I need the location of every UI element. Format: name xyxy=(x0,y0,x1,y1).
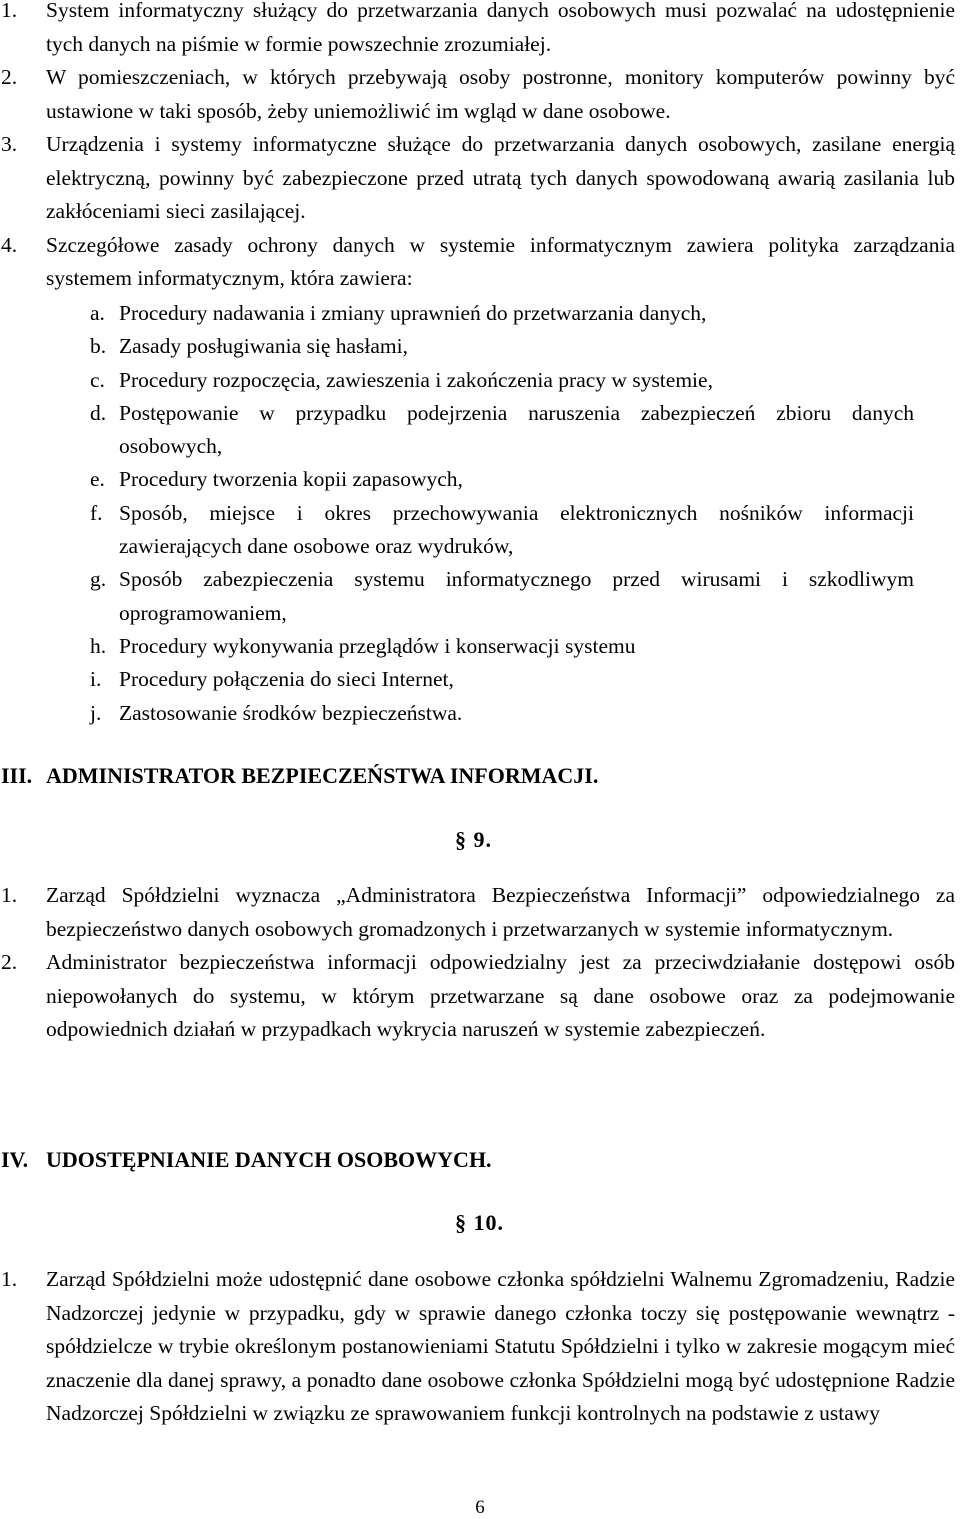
numbered-list-1 xyxy=(0,0,960,296)
section-heading-iii xyxy=(1,761,598,791)
section-heading-iv xyxy=(1,1145,492,1175)
item-text: System informatyczny służący do przetwarzania danych osobowych musi pozwalać na udostępnienie tych danych na piśmie w formie powszechnie zrozumiałej. xyxy=(46,0,955,56)
paragraph-marker-9: § 9. xyxy=(455,827,492,852)
sublist-letter: c. xyxy=(90,367,105,392)
sublist-letter: h. xyxy=(90,633,107,658)
item-number: 1. xyxy=(1,1267,18,1291)
sublist-letter: j. xyxy=(90,700,102,725)
section-title: ADMINISTRATOR BEZPIECZEŃSTWA INFORMACJI. xyxy=(46,763,599,788)
sublist-letter: d. xyxy=(90,400,107,425)
sublist-text: Procedury wykonywania przeglądów i konserwacji systemu xyxy=(119,633,636,658)
section-numeral: III. xyxy=(1,763,33,788)
item-number: 2. xyxy=(1,950,18,974)
sublist-letter: f. xyxy=(90,500,103,525)
item-text: Urządzenia i systemy informatyczne służące do przetwarzania danych osobowych, zasilane energią elektryczną, powinny być zabezpieczone przed utratą tych danych spowodowaną awarią zasilania lub zakłóceniami sieci zasilającej. xyxy=(46,132,955,223)
sublist-text: Procedury połączenia do sieci Internet, xyxy=(119,667,454,692)
section-title: UDOSTĘPNIANIE DANYCH OSOBOWYCH. xyxy=(46,1147,492,1172)
sublist-text: Sposób, miejsce i okres przechowywania elektronicznych nośników informacji zawierających dane osobowe oraz wydruków, xyxy=(119,500,914,559)
sublist-letter: i. xyxy=(90,667,102,692)
item-number: 1. xyxy=(1,883,18,907)
item-text: W pomieszczeniach, w których przebywają osoby postronne, monitory komputerów powinny być ustawione w taki sposób, żeby uniemożliwić im wgląd w dane osobowe. xyxy=(46,65,955,123)
item-text: Administrator bezpieczeństwa informacji odpowiedzialny jest za przeciwdziałanie dostępowi osób niepowołanych do systemu, w którym przetwarzane są dane osobowe oraz za podejmowanie odpowiednich działań w przypadkach wykrycia naruszeń w systemie zabezpieczeń. xyxy=(46,950,955,1041)
numbered-list-2 xyxy=(0,879,960,1047)
item-text: Zarząd Spółdzielni wyznacza „Administratora Bezpieczeństwa Informacji” odpowiedzialnego za bezpieczeństwo danych osobowych gromadzonych i przetwarzanych w systemie informatycznym. xyxy=(46,883,955,941)
list-item xyxy=(0,1263,960,1431)
list-item xyxy=(0,128,960,229)
item-text: Szczegółowe zasady ochrony danych w systemie informatycznym zawiera polityka zarządzania systemem informatycznym, która zawiera: xyxy=(46,232,955,290)
sublist-text: Procedury tworzenia kopii zapasowych, xyxy=(119,467,463,492)
sublist-text: Zasady posługiwania się hasłami, xyxy=(119,334,408,359)
section-numeral: IV. xyxy=(1,1147,29,1172)
item-number: 2. xyxy=(1,65,18,89)
sublist-text: Zastosowanie środków bezpieczeństwa. xyxy=(119,700,463,725)
list-item xyxy=(0,61,960,128)
sublist-item xyxy=(0,330,960,363)
paragraph-marker-10: § 10. xyxy=(455,1210,504,1235)
sublist-item xyxy=(0,663,960,696)
numbered-list-3 xyxy=(0,1263,960,1431)
list-item xyxy=(0,879,960,946)
sublist-item xyxy=(0,463,960,496)
list-item xyxy=(0,0,960,61)
page-number: 6 xyxy=(475,1497,485,1518)
sublist-item xyxy=(0,397,960,464)
sublist-letter: b. xyxy=(90,334,107,359)
item-number: 4. xyxy=(1,232,18,257)
sublist-item xyxy=(0,297,960,330)
sublist-text: Procedury rozpoczęcia, zawieszenia i zakończenia pracy w systemie, xyxy=(119,367,713,392)
item-text: Zarząd Spółdzielni może udostępnić dane osobowe członka spółdzielni Walnemu Zgromadzeniu, Radzie Nadzorczej jedynie w przypadku, gdy w sprawie danego członka toczy się postępowanie wewnątrz - spółdzielcze w trybie określonym postanowieniami Statutu Spółdzielni i tylko w zakresie mogącym mieć znaczenie dla danej sprawy, a ponadto dane osobowe członka Spółdzielni mogą być udostępnione Radzie Nadzorczej Spółdzielni w związku ze sprawowaniem funkcji kontrolnych na podstawie z ustawy xyxy=(46,1267,955,1425)
sublist-text: Postępowanie w przypadku podejrzenia naruszenia zabezpieczeń zbioru danych osobowych, xyxy=(119,400,914,459)
lettered-sublist xyxy=(0,297,960,730)
item-number: 3. xyxy=(1,132,18,156)
list-item xyxy=(0,229,960,296)
sublist-letter: e. xyxy=(90,467,105,492)
sublist-item xyxy=(0,697,960,730)
sublist-item xyxy=(0,497,960,564)
sublist-item xyxy=(0,630,960,663)
sublist-item xyxy=(0,563,960,630)
sublist-letter: a. xyxy=(90,301,105,325)
sublist-letter: g. xyxy=(90,567,107,592)
item-number: 1. xyxy=(1,0,18,22)
sublist-text: Procedury nadawania i zmiany uprawnień do przetwarzania danych, xyxy=(119,301,707,325)
sublist-text: Sposób zabezpieczenia systemu informatycznego przed wirusami i szkodliwym oprogramowaniem, xyxy=(119,567,914,625)
list-item xyxy=(0,946,960,1047)
sublist-item xyxy=(0,364,960,397)
